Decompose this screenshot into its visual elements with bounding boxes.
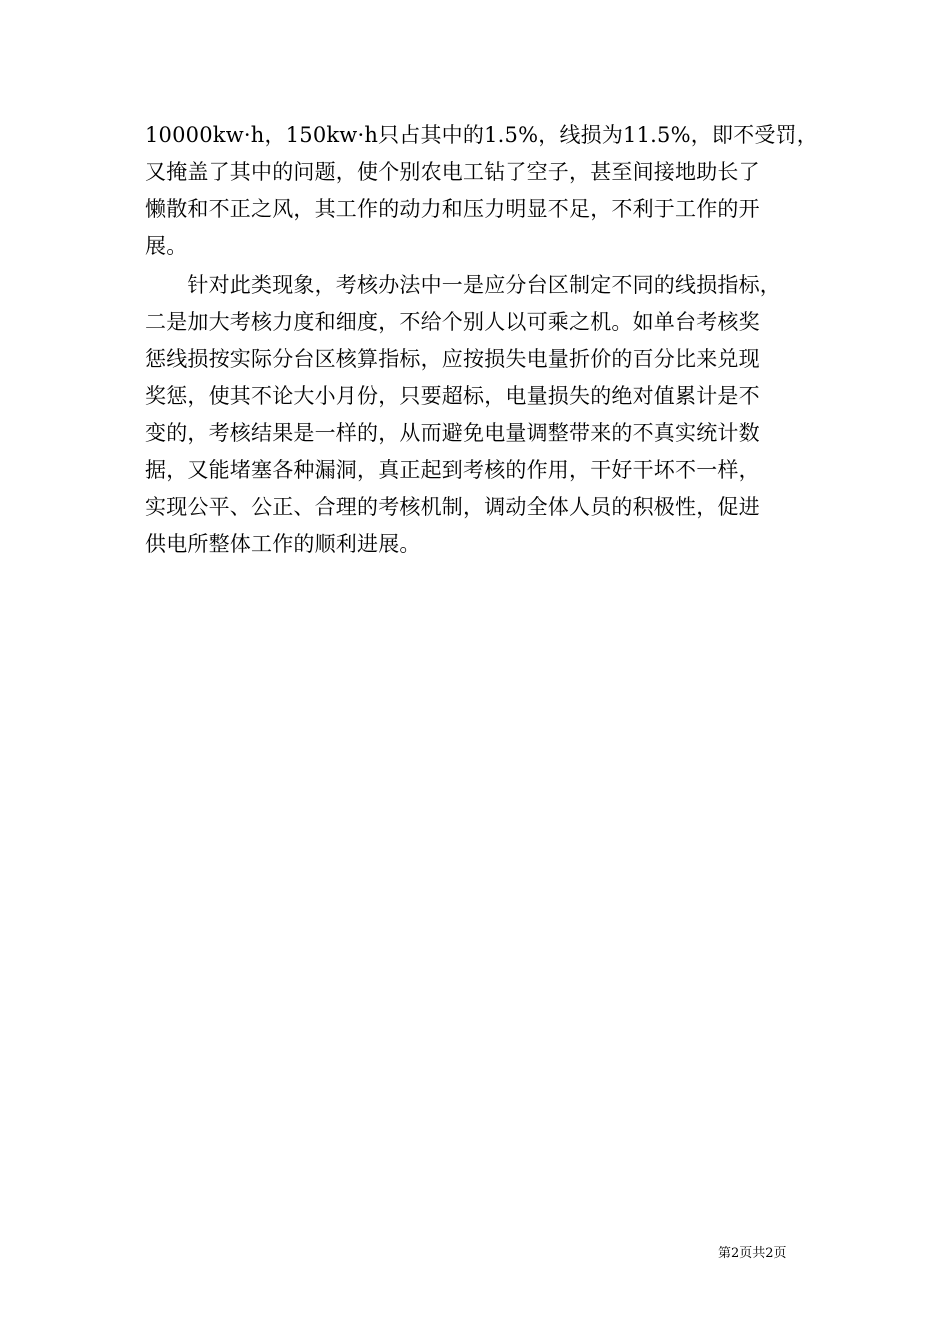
- text-line: 供电所整体工作的顺利进展。: [145, 532, 421, 556]
- page-number-footer: 第2页共2页: [718, 1246, 787, 1261]
- text-line: 变的，考核结果是一样的，从而避免电量调整带来的不真实统计数: [145, 421, 760, 445]
- text-line: 懒散和不正之风，其工作的动力和压力明显不足，不利于工作的开: [145, 197, 760, 221]
- text-line: 针对此类现象，考核办法中一是应分台区制定不同的线损指标，: [145, 273, 781, 297]
- text-line: 又掩盖了其中的问题，使个别农电工钻了空子，甚至间接地助长了: [145, 160, 760, 184]
- text-line: 惩线损按实际分台区核算指标，应按损失电量折价的百分比来兑现: [145, 347, 760, 371]
- text-line: 据，又能堵塞各种漏洞，真正起到考核的作用，干好干坏不一样，: [145, 458, 760, 482]
- text-line: 二是加大考核力度和细度，不给个别人以可乘之机。如单台考核奖: [145, 310, 760, 334]
- text-line: 实现公平、公正、合理的考核机制，调动全体人员的积极性，促进: [145, 495, 760, 519]
- text-line: 奖惩，使其不论大小月份，只要超标，电量损失的绝对值累计是不: [145, 384, 760, 408]
- text-line: 展。: [145, 234, 188, 258]
- text-line: 10000kw·h，150kw·h只占其中的1.5%，线损为11.5%，即不受罚，: [145, 123, 818, 147]
- body-text: [145, 117, 825, 563]
